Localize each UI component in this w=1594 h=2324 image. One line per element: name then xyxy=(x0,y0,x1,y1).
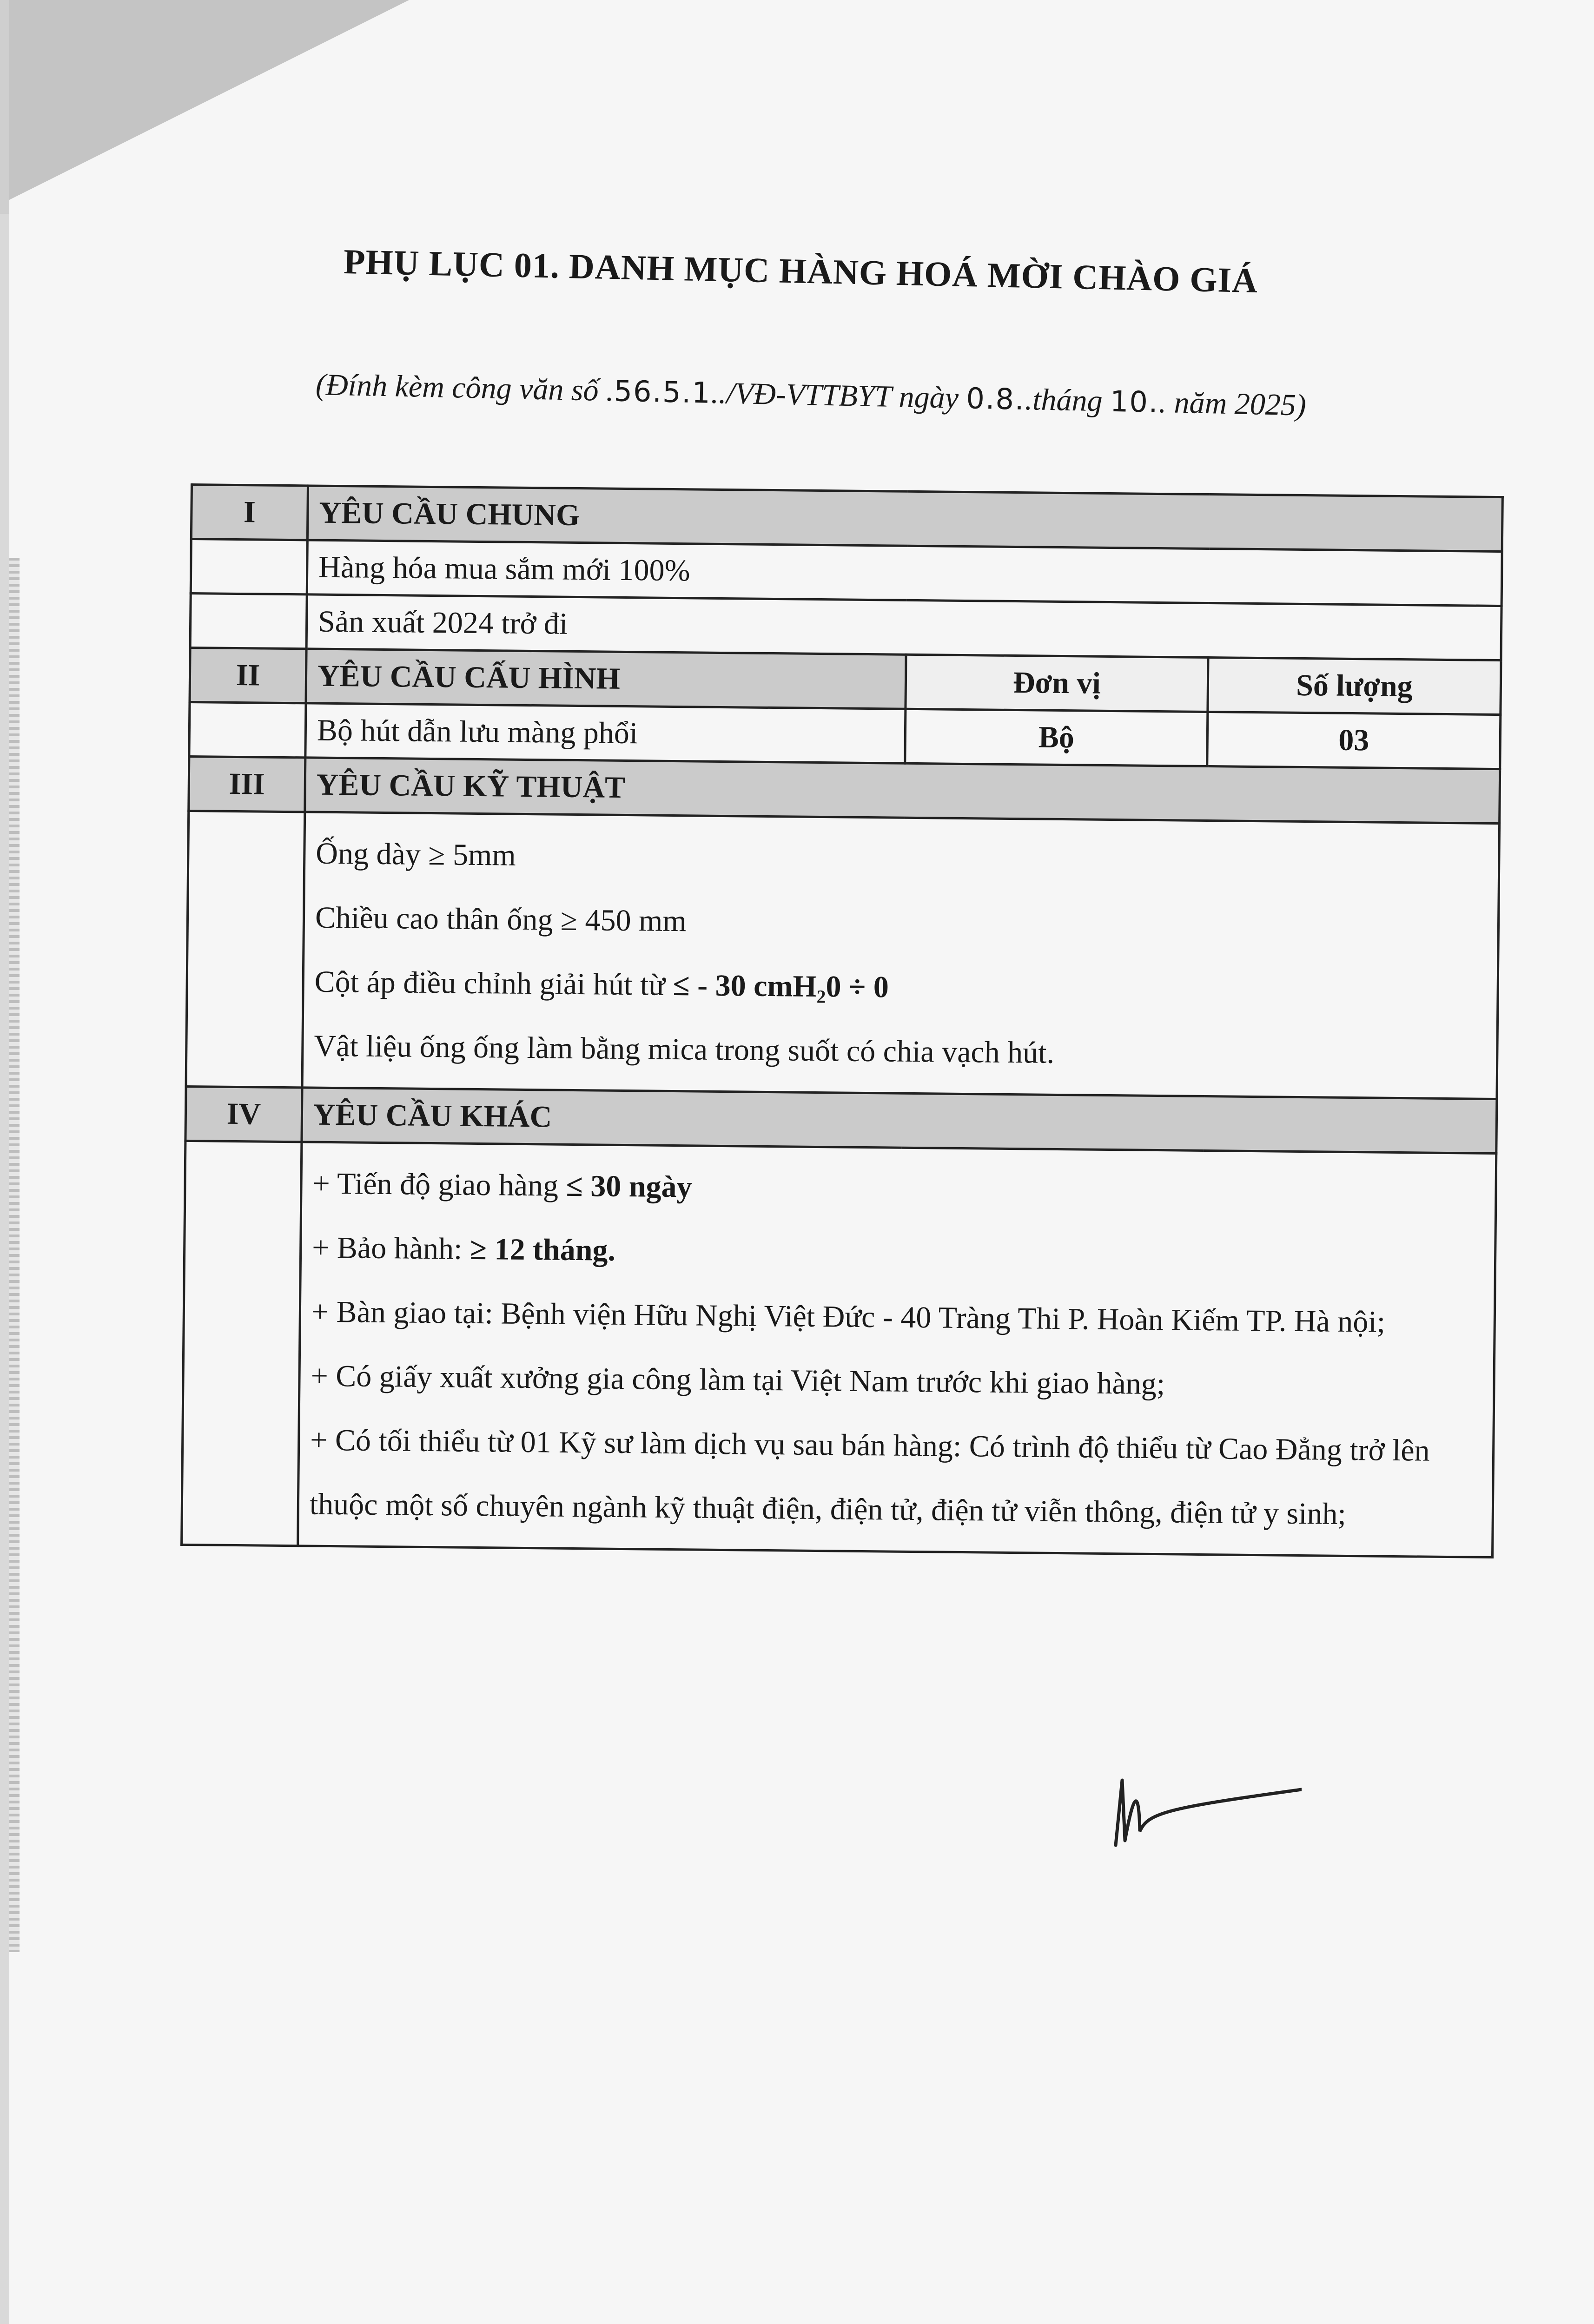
column-header-unit: Đơn vị xyxy=(906,654,1208,712)
section-number: IV xyxy=(185,1086,302,1142)
spec-line: Ống dày ≥ 5mm xyxy=(316,836,516,872)
item-name: Bộ hút dẫn lưu màng phổi xyxy=(305,703,906,763)
spec-value: ≤ - 30 cmH₂0 ÷ 0 xyxy=(673,968,889,1004)
section-number: I xyxy=(191,485,308,540)
section-heading: YÊU CẦU CHUNG xyxy=(307,486,1502,552)
signature xyxy=(1106,1762,1302,1855)
requirement-text: Sản xuất 2024 trở đi xyxy=(306,594,1501,660)
empty-cell xyxy=(190,594,307,649)
spec-line: Chiều cao thân ống ≥ 450 mm xyxy=(315,900,687,938)
document-subtitle xyxy=(315,367,1455,426)
handwritten-doc-number: 56.5.1 xyxy=(613,374,712,410)
subtitle-prefix: (Đính kèm công văn số . xyxy=(315,367,615,408)
section-heading: YÊU CẦU KỸ THUẬT xyxy=(305,758,1500,824)
item-quantity: 03 xyxy=(1207,712,1501,769)
folded-corner xyxy=(9,0,409,200)
other-requirements xyxy=(298,1142,1496,1558)
section-heading: YÊU CẦU KHÁC xyxy=(302,1088,1497,1154)
empty-cell xyxy=(191,539,307,594)
requirements-table xyxy=(180,483,1504,1558)
requirement-text: Hàng hóa mua sắm mới 100% xyxy=(307,540,1502,606)
empty-cell xyxy=(189,702,306,758)
requirement-line xyxy=(312,1152,1485,1227)
subtitle-mid-2: .tháng xyxy=(1025,382,1111,418)
subtitle-mid-1: ../VĐ-VTTBYT ngày xyxy=(710,376,967,416)
section-number: III xyxy=(189,756,305,812)
section-number: II xyxy=(190,648,306,703)
technical-requirements xyxy=(302,812,1500,1099)
handwritten-month: 10. xyxy=(1110,384,1159,419)
table-row xyxy=(186,811,1500,1099)
empty-cell xyxy=(182,1141,302,1545)
spec-text: Cột áp điều chỉnh giải hút từ xyxy=(314,964,673,1003)
subtitle-suffix: . năm 2025) xyxy=(1158,385,1307,423)
spec-line: Vật liệu ống ống làm bằng mica trong suốt có chia vạch hút. xyxy=(314,1029,1055,1070)
table-row xyxy=(182,1141,1496,1557)
requirement-text: + Tiến độ giao hàng xyxy=(312,1166,566,1203)
document-title: PHỤ LỤC 01. DANH MỤC HÀNG HOÁ MỜI CHÀO GIÁ xyxy=(343,242,1258,301)
requirement-text: + Bảo hành: xyxy=(311,1230,470,1266)
empty-cell xyxy=(186,811,305,1087)
item-unit: Bộ xyxy=(905,709,1208,766)
requirement-line xyxy=(312,1216,1484,1291)
column-header-quantity: Số lượng xyxy=(1208,658,1501,715)
spec-line xyxy=(314,950,1487,1025)
page-edge xyxy=(9,558,20,1952)
section-heading: YÊU CẦU CẤU HÌNH xyxy=(306,649,906,709)
requirement-value: ≥ 12 tháng. xyxy=(470,1232,616,1268)
requirement-line: + Có giấy xuất xưởng gia công làm tại Việt Nam trước khi giao hàng; xyxy=(311,1359,1165,1401)
requirement-value: ≤ 30 ngày xyxy=(566,1169,692,1204)
requirement-line: + Bàn giao tại: Bệnh viện Hữu Nghị Việt Đức - 40 Tràng Thi P. Hoàn Kiếm TP. Hà nội; xyxy=(311,1294,1386,1339)
requirement-line: + Có tối thiểu từ 01 Kỹ sư làm dịch vụ sau bán hàng: Có trình độ thiểu từ Cao Đẳng trở lên thuộc một số chuyên ngành kỹ thuật điện, điện tử, điện tử viễn thông, điện tử y sinh; xyxy=(309,1423,1430,1531)
document-page xyxy=(9,0,1594,2324)
handwritten-day: 0.8. xyxy=(966,381,1025,416)
